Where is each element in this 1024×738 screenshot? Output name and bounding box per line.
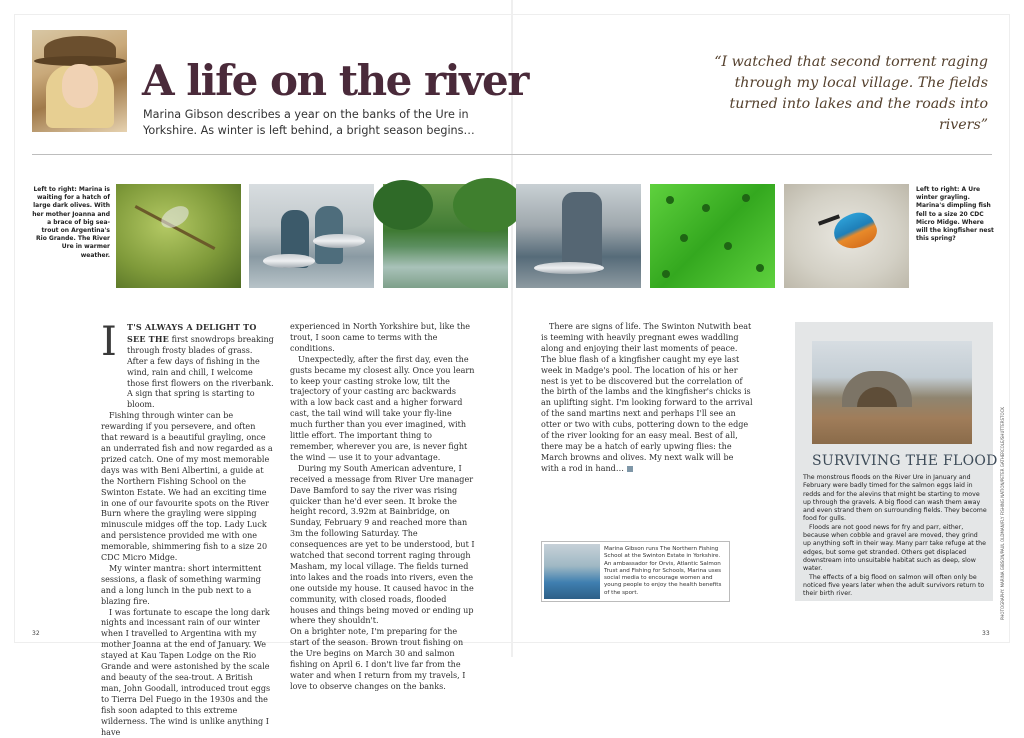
author-bio-text: Marina Gibson runs The Northern Fishing School at the Swinton Estate in Yorkshire. An ambassador for Orvis, Atlantic Salmon Trust and Fishing for Schools, Marina uses social media to encourage women and young people to enjoy the health benefits of the sport.	[604, 546, 722, 596]
pattern-dot	[756, 264, 764, 272]
article-column-3	[541, 322, 753, 475]
paragraph: On a brighter note, I'm preparing for the start of the season. Brown trout fishing on the Ure begins on March 30 and salmon fishing on April 6. I don't live far from the water and when I return from my travels, I love to observe changes on the banks.	[290, 627, 466, 691]
photo-caption-right: Left to right: A Ure winter grayling. Marina's dimpling fish fell to a size 20 CDC Micro Midge. Where will the kingfisher nest this spring?	[916, 186, 994, 243]
article-column-2	[290, 322, 475, 693]
river-ure-photo-icon	[383, 184, 508, 288]
anglers-with-trout-photo-icon	[249, 184, 374, 288]
paragraph: Unexpectedly, after the first day, even the gusts became my closest ally. Once you learn to keep your casting stroke low, tilt the trajectory of your casting arc backwards with a low back cast and a higher forward cast, the tail wind will take your fly-line much further than you ever imagined, with little effort. The important thing to remember, wherever you are, is never fight the wind — use it to your advantage.	[290, 354, 475, 462]
paragraph: During my South American adventure, I received a message from River Ure manager Dave Bamford to say the river was rising quicker than he'd ever seen. It broke the height record, 3.92m at Bainbridge, on Sunday, February 9 and reached more than 3m the following Saturday. The consequences are yet to be understood, but I watched that second torrent raging through Masham, my local village. The fields turned into lakes and the roads into rivers, even the one outside my house. It caused havoc in the community, with closed roads, flooded houses and things being moved or ending up where they shouldn't.	[290, 463, 475, 626]
sidebar-paragraph: The monstrous floods on the River Ure in January and February were badly timed for the salmon eggs laid in redds and for the alevins that might be starting to move up through the gravels. A big flood can wash them away and even strand them on surrounding fields. They become food for gulls.	[803, 474, 987, 523]
pattern-dot	[742, 194, 750, 202]
lead-paragraph	[101, 319, 274, 411]
paragraph	[541, 322, 753, 475]
sidebar-paragraph: Floods are not good news for fry and parr, either, because when cobble and gravel are moved, they grind up anything soft in their way. Many parr take refuge at the edges, but some get stranded. Others get displaced downstream into unsuitable habitat such as deep, slow water.	[803, 523, 986, 573]
sidebar-paragraph: The effects of a big flood on salmon will often only be noticed five years later when the adult survivors return to their birth river.	[803, 573, 985, 598]
sidebar-title: SURVIVING THE FLOOD	[812, 453, 998, 469]
pattern-dot	[680, 234, 688, 242]
paragraph: experienced in North Yorkshire but, like the trout, I soon came to terms with the conditions.	[290, 322, 471, 353]
photo-caption-left: Left to right: Marina is waiting for a hatch of large dark olives. With her mother Joanna and a brace of big sea-trout on Argentina's Rio Grande. The River Ure in warmer weather.	[32, 186, 110, 259]
pattern-dot	[666, 196, 674, 204]
flooded-bridge-photo	[812, 341, 972, 444]
sidebar-text	[803, 474, 987, 598]
sea-trout	[263, 254, 315, 268]
pull-quote: “I watched that second torrent raging through my local village. The fields turned into lakes and the roads into rivers”	[714, 54, 988, 133]
drop-cap: I	[101, 319, 117, 365]
kingfisher-photo-icon	[784, 184, 909, 288]
photo-credit: PHOTOGRAPHY: MARINA GIBSON/PAUL OLDMAN/FLY FISHING NATION/PETER GATHERCOLE/SHUTTERSTOCK	[1000, 406, 1005, 620]
paragraph: My winter mantra: short intermittent sessions, a flask of something warming and a long lunch in the pub next to a blazing fire.	[101, 563, 262, 606]
pattern-dot	[702, 204, 710, 212]
lead-text: first snowdrops breaking through frosty blades of grass. After a few days of fishing in the wind, rain and chill, I welcome those first flowers on the riverbank. A sign that spring is starting to bloom.	[127, 334, 274, 410]
pattern-dot	[724, 242, 732, 250]
grayling-fish	[534, 262, 604, 274]
portrait-face	[62, 64, 98, 108]
paragraph: I was fortunate to escape the long dark nights and incessant rain of our winter when I travelled to Argentina with my mother Joanna at the end of January. We stayed at Kau Tapen Lodge on the Rio Grande and were astonished by the scale and beauty of the sea-trout. A British man, John Goodall, introduced trout eggs to Tierra Del Fuego in the 1930s and the fish soon adapted to this extreme wilderness. The wind is unlike anything I have	[101, 607, 271, 737]
cdc-fly-pattern-photo-icon	[650, 184, 775, 288]
final-paragraph-text: There are signs of life. The Swinton Nutwith beat is teeming with heavily pregnant ewes waddling along and enjoying their last moments of peace. The blue flash of a kingfisher caught my eye last week in Madge's pool. The location of his or her nest is yet to be discovered but the correlation of the birth of the lambs and the kingfisher's chicks is an uplifting sight. I'm looking forward to the arrival of the sand martins next and perhaps I'll see an otter or two with cubs, pottering down to the edge of the river looking for an easy meal. Best of all, there may be a hatch of early upwing flies: the March browns and olives. My next walk will be with a rod in hand…	[541, 322, 753, 473]
mayfly-photo-icon	[116, 184, 241, 288]
header-divider	[32, 154, 992, 155]
grayling-photo-icon	[516, 184, 641, 288]
author-portrait-photo	[32, 30, 127, 132]
article-standfirst: Marina Gibson describes a year on the banks of the Ure in Yorkshire. As winter is left behind, a bright season begins…	[143, 108, 475, 137]
page-number-left: 32	[32, 630, 40, 637]
lead-caps: T'S ALWAYS A DELIGHT TO SEE THE	[127, 322, 257, 344]
article-column-1	[101, 319, 274, 738]
article-title: A life on the river	[142, 56, 528, 105]
page-number-right: 33	[982, 630, 990, 637]
sea-trout	[313, 234, 365, 248]
angler-figure	[562, 192, 602, 272]
author-bio-box	[541, 541, 730, 602]
tree	[453, 178, 523, 232]
flood-sidebar	[795, 322, 998, 601]
end-mark-icon	[627, 466, 633, 472]
tree	[373, 180, 433, 230]
paragraph: Fishing through winter can be rewarding if you persevere, and often that reward is a beautiful grayling, once an underrated fish and now regarded as a prized catch. One of my most memorable days was with Beni Albertini, a guide at the Northern Fishing School on the Swinton Estate. We had an exciting time in one of our favourite spots on the River Burn where the grayling were sipping minuscule midges off the top. Lady Luck and persistence provided me with one memorable, shimmering fish to a size 20 CDC Micro Midge.	[101, 411, 273, 563]
pattern-dot	[662, 270, 670, 278]
author-bio-photo	[544, 544, 600, 599]
